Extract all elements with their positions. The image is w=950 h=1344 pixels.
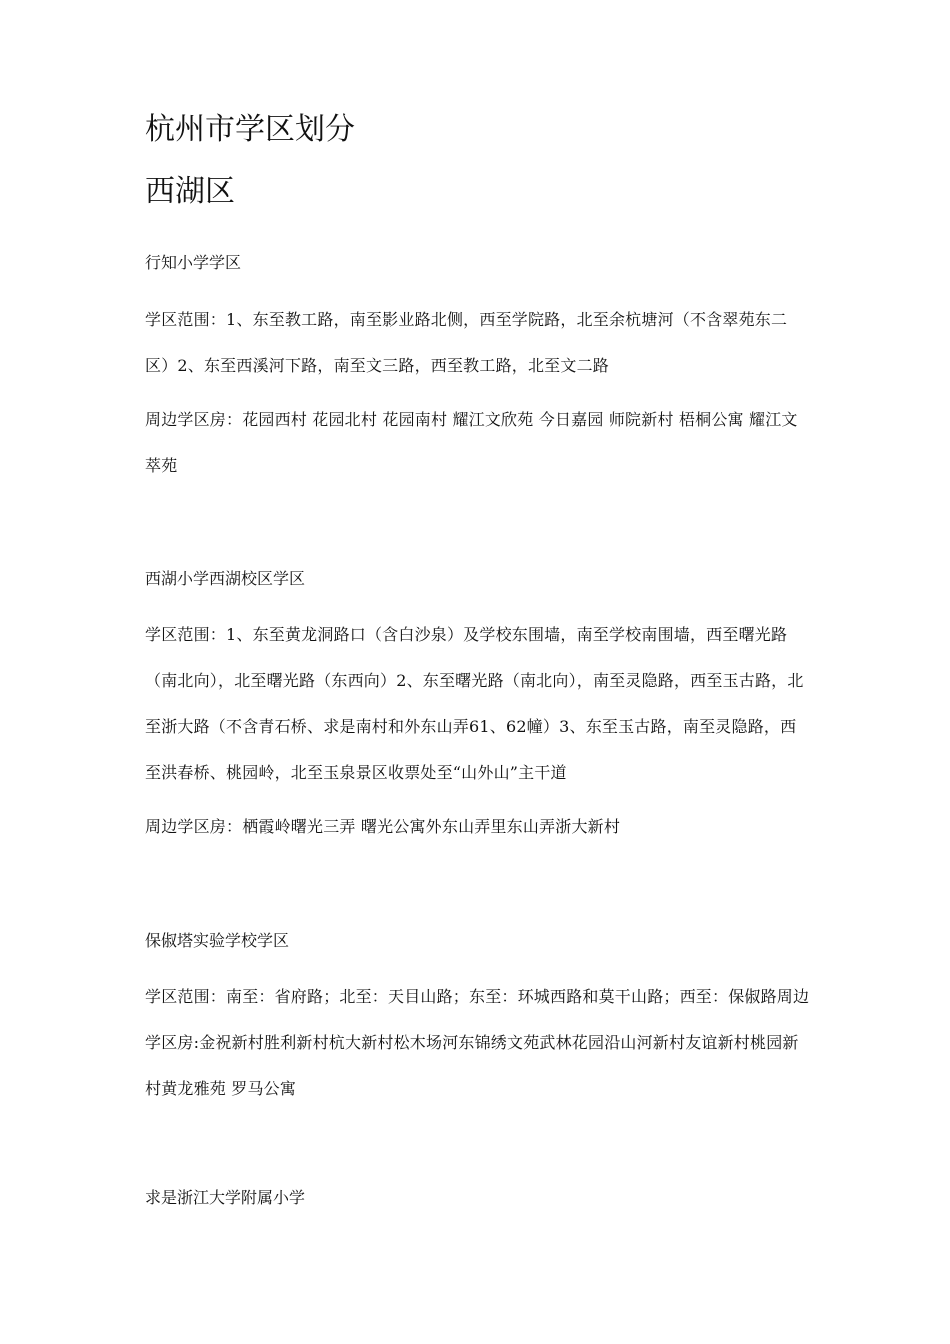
section-range-xihu: 学区范围：1、东至黄龙洞路口（含白沙泉）及学校东围墙，南至学校南围墙，西至曙光路（南北向），北至曙光路（东西向）2、东至曙光路（南北向），南至灵隐路，西至玉古路，北至浙大路（不含青石桥、求是南村和外东山弄61、62幢）3、东至玉古路，南至灵隐路，西至洪春桥、桃园岭，北至玉泉景区收票处至“山外山”主干道	[145, 625, 804, 782]
section-housing-xihu: 周边学区房：栖霞岭曙光三弄 曙光公寓外东山弄里东山弄浙大新村	[145, 817, 621, 836]
section-heading-xingzhi: 行知小学学区	[145, 253, 242, 272]
section-heading-baochu: 保俶塔实验学校学区	[145, 931, 290, 950]
section-range-xingzhi: 学区范围：1、东至教工路，南至影业路北侧，西至学院路，北至余杭塘河（不含翠苑东二区）2、东至西溪河下路，南至文三路，西至教工路，北至文二路	[145, 310, 788, 375]
district-heading: 西湖区	[145, 174, 235, 209]
document-title: 杭州市学区划分	[145, 112, 355, 147]
section-heading-xihu: 西湖小学西湖校区学区	[145, 569, 306, 588]
section-housing-xingzhi: 周边学区房：花园西村 花园北村 花园南村 耀江文欣苑 今日嘉园 师院新村 梧桐公寓 耀江文萃苑	[145, 410, 798, 475]
section-range-baochu: 学区范围：南至：省府路；北至：天目山路；东至：环城西路和莫干山路；西至：保俶路周边学区房:金祝新村胜利新村杭大新村松木场河东锦绣文苑武林花园沿山河新村友谊新村桃园新村黄龙雅苑 罗马公寓	[145, 987, 810, 1098]
section-heading-qiushi: 求是浙江大学附属小学	[145, 1188, 306, 1207]
